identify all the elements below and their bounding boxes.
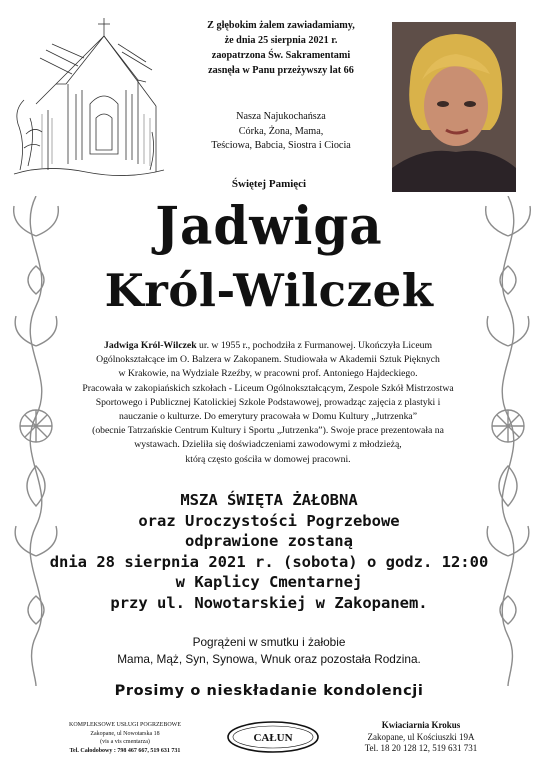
announcement-intro	[170, 18, 392, 78]
intro-line: zasnęła w Panu przeżywszy lat 66	[208, 65, 354, 76]
memory-label: Świętej Pamięci	[231, 178, 307, 190]
mourners-line: Mama, Mąż, Syn, Synowa, Wnuk oraz pozostała Rodzina.	[117, 651, 421, 666]
bio-line: którą często gościła w domowej pracowni.	[185, 453, 351, 465]
mass-line: odprawione zostaną	[185, 532, 353, 551]
family-description	[170, 110, 392, 154]
funeral-mass-info	[40, 490, 498, 614]
mourners	[40, 634, 498, 667]
intro-line: Z głębokim żalem zawiadamiamy,	[207, 20, 355, 31]
deceased-last-name: Król-Wilczek	[104, 264, 434, 317]
funeral-home-note: (vis a vis cmentarza)	[100, 739, 150, 746]
bio-line: wystawach. Dzieliła się doświadczeniami zawodowymi z młodzieżą,	[134, 439, 402, 451]
bio-first-line: ur. w 1955 r., pochodziła z Furmanowej. Ukończyła Liceum	[196, 340, 433, 351]
funeral-home-info	[50, 721, 200, 755]
bio-line: nauczanie o kulturze. Do emerytury pracowała w Domu Kultury „Jutrzenka”	[118, 411, 418, 423]
mass-line: oraz Uroczystości Pogrzebowe	[138, 511, 400, 530]
florist-info	[336, 720, 506, 755]
intro-line: że dnia 25 sierpnia 2021 r.	[224, 35, 338, 46]
florist-name: Kwiaciarnia Krokus	[381, 720, 461, 730]
bio-line: Sportowego i Publicznej Katolickiej Szkole Podstawowej, prowadząc zajęcia z plastyki i	[95, 396, 441, 408]
chapel-illustration	[6, 14, 166, 182]
calun-logo	[226, 720, 320, 754]
logo-text: CAŁUN	[253, 732, 293, 744]
bio-name: Jadwiga Król-Wilczek	[103, 340, 197, 351]
bio-line: Pracowała w zakopiańskich szkołach - Liceum Ogólnokształcącym, Zespole Szkół Mistrzostwa	[82, 382, 454, 394]
bio-line: Ogólnokształcące im O. Balzera w Zakopanem. Studiowała w Akademii Sztuk Pięknych	[96, 354, 440, 366]
mass-line: MSZA ŚWIĘTA ŻAŁOBNA	[180, 491, 358, 509]
family-line: Teściowa, Babcia, Siostra i Ciocia	[211, 140, 351, 151]
deceased-first-name: Jadwiga	[155, 194, 383, 257]
portrait-illustration	[392, 22, 516, 192]
bio-line: w Krakowie, na Wydziale Rzeźby, w pracowni prof. Antoniego Hajdeckiego.	[118, 368, 418, 380]
condolence-request: Prosimy o nieskładanie kondolencji	[114, 683, 424, 699]
family-line: Córka, Żona, Mama,	[238, 125, 324, 137]
biography	[58, 339, 478, 467]
intro-line: zaopatrzona Św. Sakramentami	[211, 50, 351, 61]
florist-phone: Tel. 18 20 128 12, 519 631 731	[364, 743, 478, 753]
bio-line	[58, 339, 478, 353]
florist-address: Zakopane, ul Kościuszki 19A	[367, 731, 475, 742]
mass-line: dnia 28 sierpnia 2021 r. (sobota) o godz. 12:00	[49, 552, 489, 571]
portrait-photo	[392, 22, 516, 192]
mourners-line: Pogrążeni w smutku i żałobie	[192, 635, 346, 649]
bio-line: (obecnie Tatrzańskie Centrum Kultury i Sportu „Jutrzenka”). Swoje prace prezentowała na	[92, 425, 444, 437]
funeral-home-address: Zakopane, ul Nowotarska 18	[90, 730, 160, 737]
funeral-home-phone: Tel. Całodobowy : 798 467 667, 519 631 731	[69, 747, 181, 754]
family-line: Nasza Najukochańsza	[236, 111, 326, 122]
funeral-home-name: KOMPLEKSOWE USŁUGI POGRZEBOWE	[69, 722, 181, 728]
mass-line: przy ul. Nowotarskiej w Zakopanem.	[110, 593, 428, 612]
mass-line: w Kaplicy Cmentarnej	[175, 573, 363, 592]
